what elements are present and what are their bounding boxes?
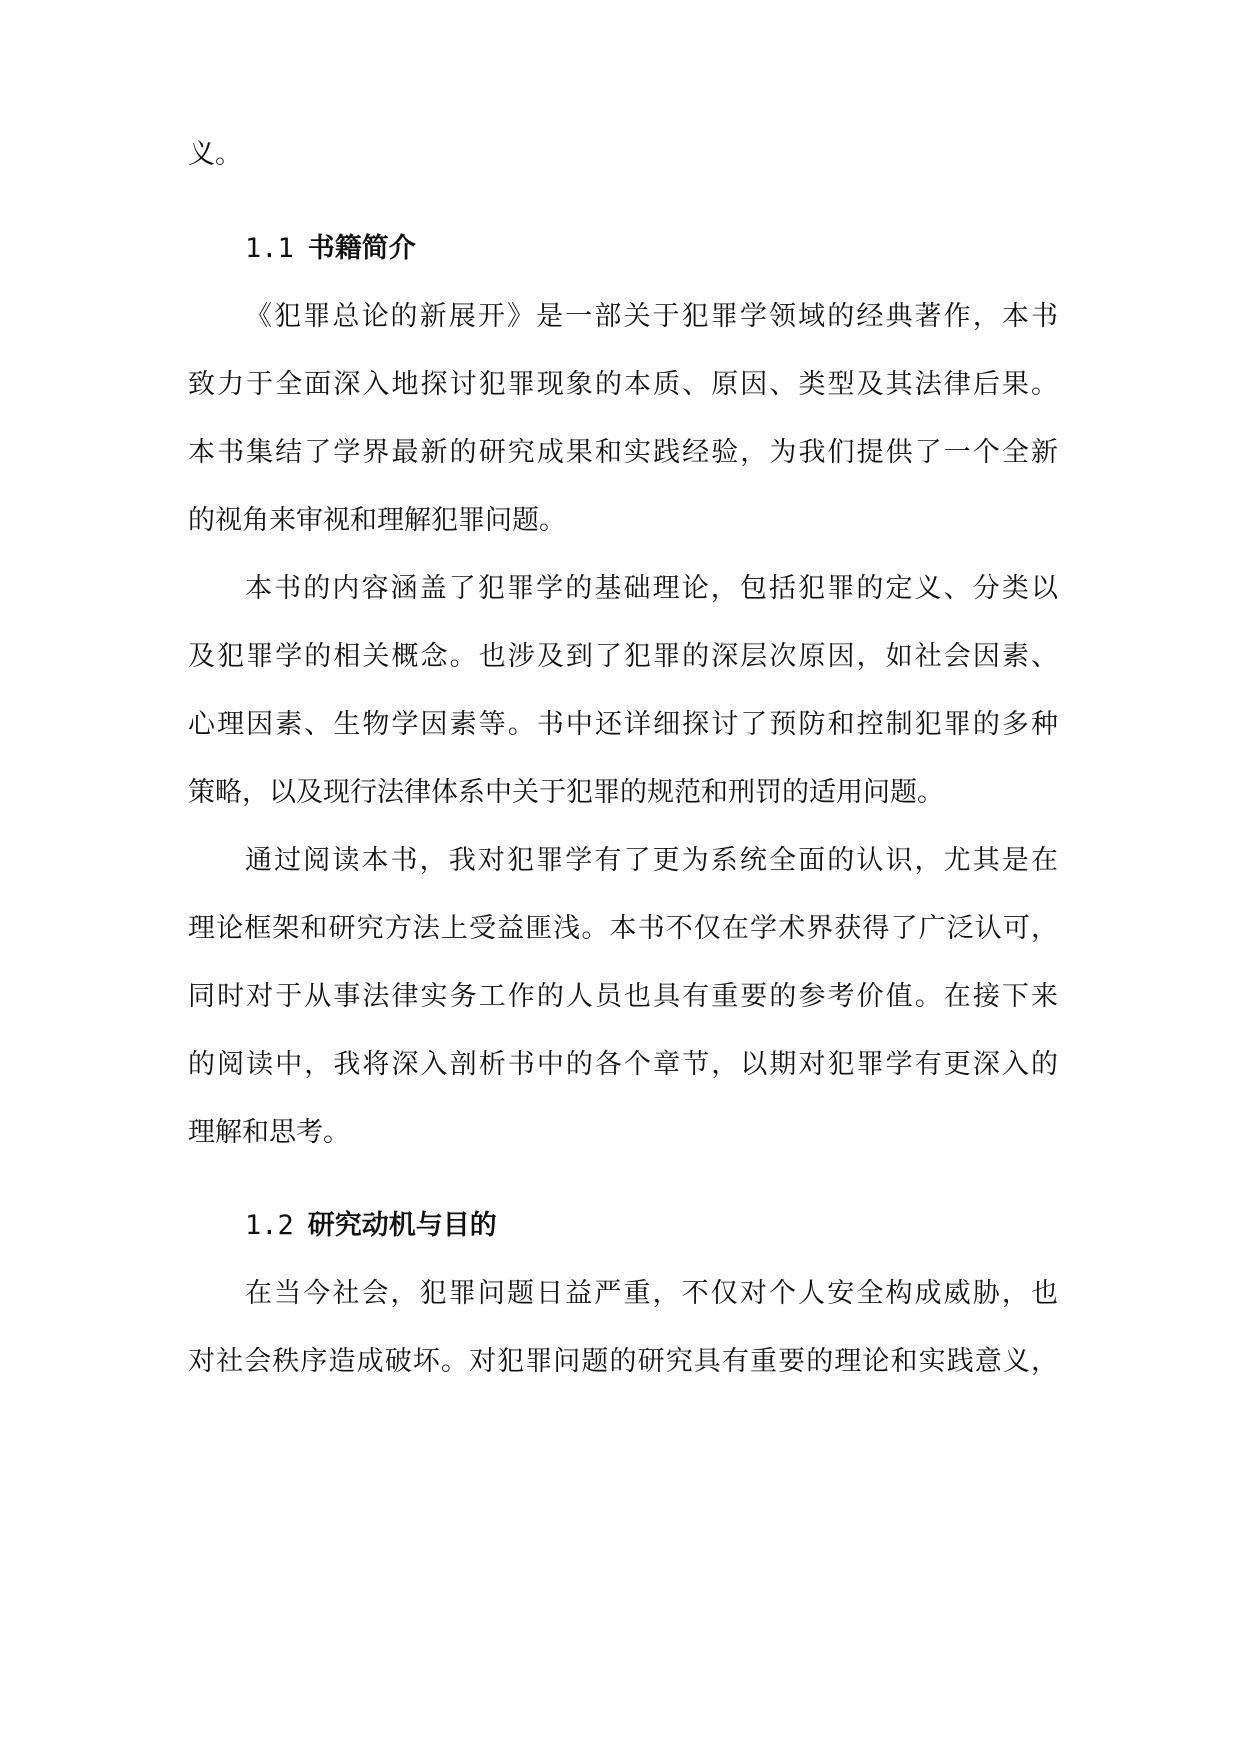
paragraph-line: 心理因素、生物学因素等。书中还详细探讨了预防和控制犯罪的多种: [188, 709, 1058, 740]
paragraph-line: 理解和思考。: [188, 1117, 350, 1148]
section-heading-1-1: [245, 229, 416, 269]
paragraph-line: 对社会秩序造成破坏。对犯罪问题的研究具有重要的理论和实践意义，: [188, 1346, 1058, 1377]
section-number: 1.2: [245, 1210, 294, 1241]
section-heading-1-2: [245, 1206, 497, 1246]
paragraph-line: 致力于全面深入地探讨犯罪现象的本质、原因、类型及其法律后果。: [188, 369, 1058, 400]
paragraph-line: 理论框架和研究方法上受益匪浅。本书不仅在学术界获得了广泛认可，: [188, 913, 1058, 944]
section-number: 1.1: [245, 233, 294, 264]
paragraph-line: 本书集结了学界最新的研究成果和实践经验，为我们提供了一个全新: [188, 437, 1058, 468]
paragraph-line: 本书的内容涵盖了犯罪学的基础理论，包括犯罪的定义、分类以: [245, 573, 1058, 604]
carry-over-text: 义。: [188, 139, 242, 170]
paragraph-line: 通过阅读本书，我对犯罪学有了更为系统全面的认识，尤其是在: [245, 845, 1058, 876]
section-title: 研究动机与目的: [307, 1210, 497, 1241]
paragraph-line: 及犯罪学的相关概念。也涉及到了犯罪的深层次原因，如社会因素、: [188, 641, 1058, 672]
paragraph-line: 策略，以及现行法律体系中关于犯罪的规范和刑罚的适用问题。: [188, 777, 944, 808]
paragraph-line: 的阅读中，我将深入剖析书中的各个章节，以期对犯罪学有更深入的: [188, 1049, 1058, 1080]
section-title: 书籍简介: [307, 233, 416, 264]
paragraph-line: 的视角来审视和理解犯罪问题。: [188, 505, 566, 536]
paragraph-line: 在当今社会，犯罪问题日益严重，不仅对个人安全构成威胁，也: [245, 1278, 1058, 1309]
paragraph-line: 同时对于从事法律实务工作的人员也具有重要的参考价值。在接下来: [188, 981, 1058, 1012]
paragraph-line: 《犯罪总论的新展开》是一部关于犯罪学领域的经典著作，本书: [245, 301, 1058, 332]
